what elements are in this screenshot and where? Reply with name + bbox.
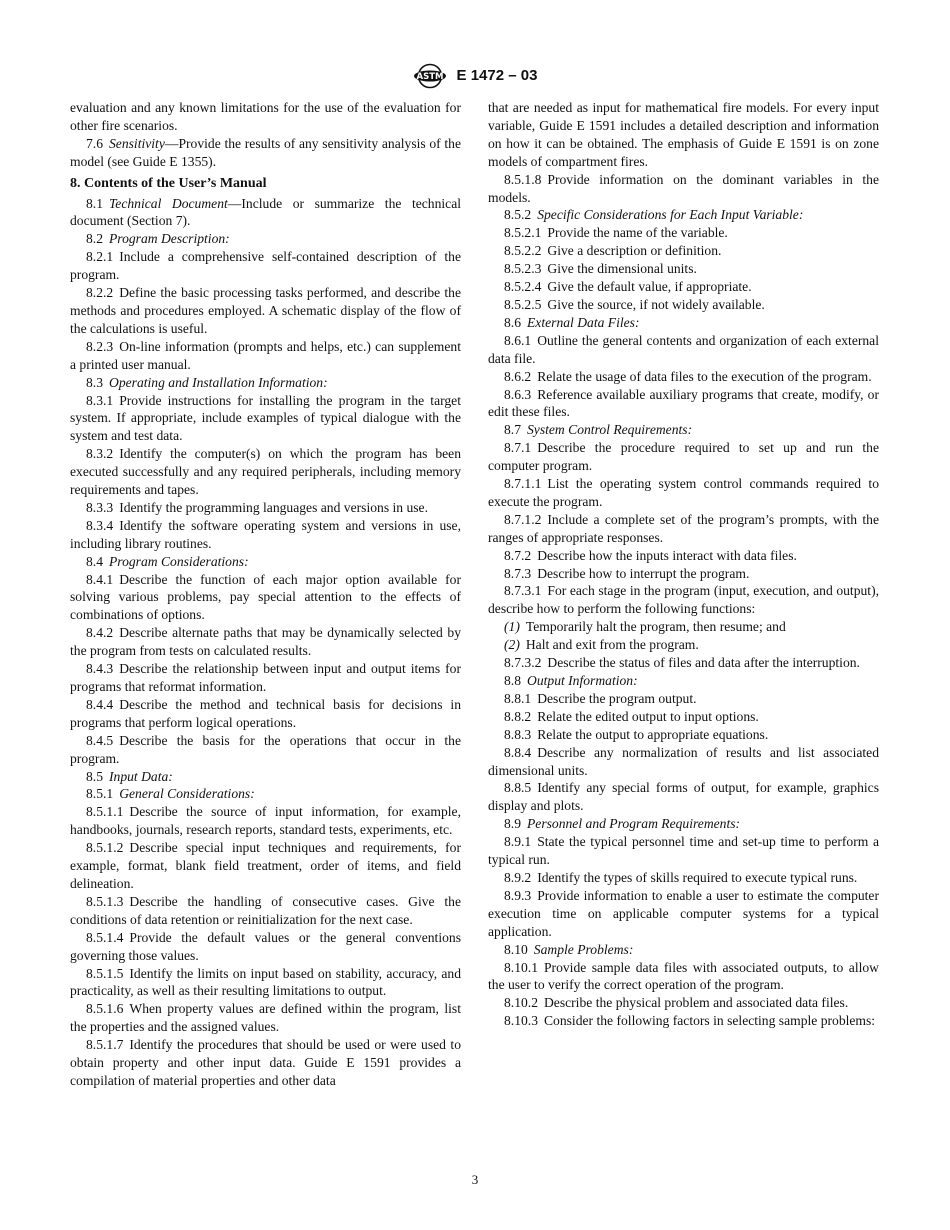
clause — [70, 338, 461, 374]
clause-title: Program Considerations: — [109, 553, 249, 569]
clause-number: 8.8.1 — [504, 690, 532, 706]
clause-number: 8.3 — [86, 374, 103, 390]
clause-title: Operating and Installation Information: — [109, 374, 328, 390]
clause — [70, 732, 461, 768]
standard-designation: E 1472 – 03 — [456, 67, 538, 85]
clause — [70, 195, 461, 231]
clause — [70, 1000, 461, 1036]
clause-number: 8.9.2 — [504, 869, 532, 885]
clause-number: 8.5.1.3 — [86, 893, 124, 909]
clause-number: (1) — [504, 619, 520, 635]
page-number: 3 — [471, 1172, 479, 1187]
clause — [70, 248, 461, 284]
clause-number: 8.7.1 — [504, 440, 532, 456]
clause — [70, 517, 461, 553]
clause-number: 8.6 — [504, 314, 521, 330]
clause — [488, 314, 879, 332]
clause-title: Program Description: — [109, 231, 230, 247]
clause — [70, 284, 461, 338]
clause-text: Relate the output to appropriate equations. — [537, 726, 769, 742]
clause-number: 8.5.2 — [504, 207, 532, 223]
clause-title: System Control Requirements: — [527, 422, 693, 438]
clause — [488, 565, 879, 583]
clause-text: Describe how to interrupt the program. — [537, 565, 750, 581]
clause — [70, 445, 461, 499]
clause-number: 8.4.5 — [86, 732, 114, 748]
clause-number: 8.5.1.7 — [86, 1037, 124, 1053]
clause-number: 8.5.1.1 — [86, 804, 124, 820]
clause-text: Describe the function of each major option available for solving various problems, pay special attention to the effects of combinations of options. — [70, 571, 461, 623]
clause-title: Technical Document — [109, 195, 228, 211]
page-header — [0, 63, 950, 89]
clause — [488, 475, 879, 511]
clause-number: 8.10.2 — [504, 995, 538, 1011]
clause-number: 8.5.2.1 — [504, 225, 542, 241]
list-item — [488, 636, 879, 654]
clause-number: 8.9.1 — [504, 834, 532, 850]
clause-number: 8.5.2.5 — [504, 296, 542, 312]
clause-number: 8.10.1 — [504, 959, 538, 975]
clause-text: Include a complete set of the program’s prompts, with the ranges of appropriate responses. — [488, 511, 879, 545]
clause-text: Describe the handling of consecutive cases. Give the conditions of data retention or reinitialization for the next case. — [70, 893, 461, 927]
clause — [488, 582, 879, 618]
clause-text: Provide the default values or the general conventions governing those values. — [70, 929, 461, 963]
clause-text: —Include or summarize the technical document (Section 7). — [70, 195, 462, 229]
clause-number: 8.4.3 — [86, 661, 114, 677]
clause — [70, 135, 461, 171]
clause-text: Define the basic processing tasks performed, and describe the methods and procedures employed. A schematic display of the flow of the calculations is useful. — [70, 285, 461, 336]
clause-title: External Data Files: — [527, 314, 640, 330]
clause — [488, 726, 879, 744]
clause-number: 8.7.3.1 — [504, 583, 542, 599]
clause-number: 8.4.2 — [86, 625, 114, 641]
clause-text: Give a description or definition. — [547, 243, 722, 259]
clause-number: 8.6.2 — [504, 368, 532, 384]
clause-number: 8.5.2.3 — [504, 261, 542, 277]
clause-number: 8.3.4 — [86, 517, 114, 533]
clause-number: 8.7 — [504, 422, 521, 438]
clause-text: Reference available auxiliary programs that create, modify, or edit these files. — [488, 386, 879, 420]
clause — [488, 654, 879, 672]
clause-text: Provide the name of the variable. — [547, 225, 728, 241]
clause-text: For each stage in the program (input, execution, and output), describe how to perform the following functions: — [488, 583, 879, 617]
clause-text: Identify the software operating system and versions in use, including library routines. — [70, 517, 461, 551]
left-column — [70, 99, 461, 1090]
clause-text: Describe the procedure required to set up and run the computer program. — [488, 440, 879, 474]
clause — [488, 708, 879, 726]
clause-text: —Provide the results of any sensitivity analysis of the model (see Guide E 1355). — [70, 135, 461, 169]
clause — [488, 224, 879, 242]
clause — [70, 660, 461, 696]
clause-number: (2) — [504, 637, 520, 653]
clause-title: Specific Considerations for Each Input Variable: — [537, 207, 804, 223]
clause — [70, 929, 461, 965]
clause-number: 8.5.2.4 — [504, 279, 542, 295]
clause-text: Describe alternate paths that may be dynamically selected by the program from tests on calculated results. — [70, 625, 461, 659]
continued-paragraph: that are needed as input for mathematical fire models. For every input variable, Guide E 1591 includes a detailed description and information on how it can be obtained. The emphasis of Guide E 1591 is on zone models of compartment fires. — [488, 100, 879, 169]
clause-number: 8.2.2 — [86, 285, 114, 301]
clause — [70, 1036, 461, 1090]
clause — [488, 744, 879, 780]
clause-text: Provide sample data files with associated outputs, to allow the user to verify the correct operation of the program. — [488, 959, 879, 993]
clause — [488, 171, 879, 207]
clause-text: Describe the status of files and data after the interruption. — [547, 655, 860, 671]
clause-number: 8.5.1.4 — [86, 929, 124, 945]
clause — [70, 785, 461, 803]
clause-text: Identify the programming languages and versions in use. — [119, 499, 428, 515]
clause-number: 8.9 — [504, 816, 521, 832]
clause-number: 8.7.1.2 — [504, 511, 542, 527]
clause-text: Provide information on the dominant variables in the models. — [488, 171, 879, 205]
clause-number: 8.3.1 — [86, 392, 114, 408]
clause — [70, 803, 461, 839]
clause-text: Identify the computer(s) on which the program has been executed successfully and any required peripherals, including memory requirements and tapes. — [70, 446, 461, 498]
clause — [70, 374, 461, 392]
clause-number: 8.5.1 — [86, 786, 114, 802]
clause-number: 8.5.1.2 — [86, 840, 124, 856]
clause-text: Give the default value, if appropriate. — [547, 279, 752, 295]
clause — [70, 768, 461, 786]
clause — [70, 392, 461, 446]
clause-text: On-line information (prompts and helps, etc.) can supplement a printed user manual. — [70, 338, 461, 372]
clause — [488, 690, 879, 708]
clause-number: 8.5.1.5 — [86, 965, 124, 981]
clause-number: 8.6.3 — [504, 386, 532, 402]
clause-number: 8.4.4 — [86, 696, 114, 712]
clause-text: Outline the general contents and organization of each external data file. — [488, 332, 879, 366]
astm-logo-icon — [413, 63, 447, 89]
section-heading: 8. Contents of the User’s Manual — [70, 175, 267, 191]
clause — [488, 815, 879, 833]
clause-title: General Considerations: — [119, 786, 255, 802]
clause-text: Provide information to enable a user to estimate the computer execution time on applicable computer systems for a typical application. — [488, 887, 879, 939]
clause — [488, 296, 879, 314]
clause-number: 8.2.3 — [86, 338, 114, 354]
clause-text: Halt and exit from the program. — [525, 637, 699, 653]
continued-paragraph: evaluation and any known limitations for the use of the evaluation for other fire scenarios. — [70, 100, 461, 133]
clause — [488, 833, 879, 869]
clause-title: Sensitivity — [109, 135, 165, 151]
clause-number: 8.8.5 — [504, 780, 532, 796]
clause — [488, 547, 879, 565]
clause — [488, 994, 879, 1012]
clause-text: Relate the usage of data files to the execution of the program. — [537, 368, 872, 384]
clause-number: 8.8 — [504, 673, 521, 688]
clause-title: Personnel and Program Requirements: — [527, 816, 741, 832]
clause-number: 8.8.3 — [504, 726, 532, 742]
clause-number: 8.3.3 — [86, 499, 114, 515]
clause — [488, 439, 879, 475]
clause-text: Describe the method and technical basis for decisions in programs that perform logical operations. — [70, 696, 461, 730]
clause-text: Describe how the inputs interact with data files. — [537, 547, 797, 563]
clause-text: Consider the following factors in selecting sample problems: — [543, 1013, 876, 1029]
clause-number: 8.5 — [86, 768, 103, 784]
clause — [70, 965, 461, 1001]
clause-number: 8.4.1 — [86, 571, 114, 587]
clause-text: Describe any normalization of results and list associated dimensional units. — [488, 744, 879, 778]
clause-number: 8.8.2 — [504, 708, 532, 724]
clause — [488, 672, 879, 690]
clause — [488, 1012, 879, 1030]
list-item — [488, 618, 879, 636]
clause-text: Describe the source of input information, for example, handbooks, journals, research reports, standard tests, experiments, etc. — [70, 804, 461, 838]
clause — [70, 499, 461, 517]
clause — [488, 887, 879, 941]
clause-number: 8.8.4 — [504, 744, 532, 760]
clause-text: Give the dimensional units. — [547, 261, 697, 277]
clause-title: Sample Problems: — [533, 941, 634, 957]
clause-number: 8.10.3 — [504, 1013, 538, 1029]
clause-text: Give the source, if not widely available. — [547, 296, 765, 312]
clause — [70, 839, 461, 893]
clause-text: Describe the relationship between input and output items for programs that reformat information. — [70, 661, 461, 694]
clause-title: Output Information: — [527, 673, 638, 688]
clause-number: 8.1 — [86, 195, 103, 211]
svg-text:ASTM: ASTM — [416, 72, 444, 83]
clause-number: 8.2.1 — [86, 249, 114, 265]
clause-text: State the typical personnel time and set-up time to perform a typical run. — [488, 834, 879, 868]
clause — [488, 779, 879, 815]
clause — [70, 553, 461, 571]
clause-text: Temporarily halt the program, then resume; and — [525, 619, 786, 635]
clause — [488, 368, 879, 386]
clause-text: Identify the procedures that should be used or were used to obtain property and other input data. Guide E 1591 provides a compilation of material properties and other data — [70, 1037, 461, 1088]
clause — [488, 242, 879, 260]
clause-text: When property values are defined within the program, list the properties and the assigned values. — [70, 1001, 461, 1035]
clause — [70, 624, 461, 660]
clause-number: 8.2 — [86, 231, 103, 247]
clause-number: 8.9.3 — [504, 887, 532, 903]
clause-number: 8.4 — [86, 553, 103, 569]
clause-text: Provide instructions for installing the program in the target system. If appropriate, include examples of typical dialogue with the system and test data. — [70, 392, 461, 444]
clause — [70, 571, 461, 625]
clause — [488, 386, 879, 422]
clause — [488, 941, 879, 959]
clause-text: List the operating system control commands required to execute the program. — [488, 476, 879, 509]
clause-title: Input Data: — [109, 768, 173, 784]
clause-text: Describe special input techniques and requirements, for example, format, blank field treatment, order of items, and field delineation. — [70, 840, 461, 891]
clause-number: 8.7.2 — [504, 547, 532, 563]
clause-text: Identify the limits on input based on stability, accuracy, and practicality, as well as their resulting limitations to output. — [70, 965, 461, 999]
clause — [488, 869, 879, 887]
clause — [488, 959, 879, 995]
clause-number: 8.3.2 — [86, 446, 114, 462]
clause-text: Describe the program output. — [537, 690, 697, 706]
clause-number: 8.7.3 — [504, 565, 532, 581]
clause — [488, 278, 879, 296]
clause — [70, 696, 461, 732]
clause-text: Describe the basis for the operations that occur in the program. — [70, 732, 461, 766]
clause-number: 8.7.1.1 — [504, 476, 542, 492]
clause-number: 8.5.2.2 — [504, 243, 542, 259]
clause-text: Include a comprehensive self-contained description of the program. — [70, 249, 461, 283]
clause-text: Relate the edited output to input options. — [537, 708, 759, 724]
clause — [488, 332, 879, 368]
clause — [70, 230, 461, 248]
clause — [488, 421, 879, 439]
clause-text: Describe the physical problem and associated data files. — [543, 995, 849, 1011]
clause-number: 8.5.1.6 — [86, 1001, 124, 1017]
clause — [70, 893, 461, 929]
clause — [488, 206, 879, 224]
clause-number: 8.6.1 — [504, 332, 532, 348]
right-column — [488, 99, 879, 1030]
clause — [488, 260, 879, 278]
clause-number: 8.10 — [504, 941, 528, 957]
clause-text: Identify the types of skills required to execute typical runs. — [537, 869, 858, 885]
clause-text: Identify any special forms of output, for example, graphics display and plots. — [488, 780, 879, 814]
clause-number: 8.5.1.8 — [504, 171, 542, 187]
clause-number: 8.7.3.2 — [504, 655, 542, 671]
clause — [488, 511, 879, 547]
clause-number: 7.6 — [86, 135, 103, 151]
